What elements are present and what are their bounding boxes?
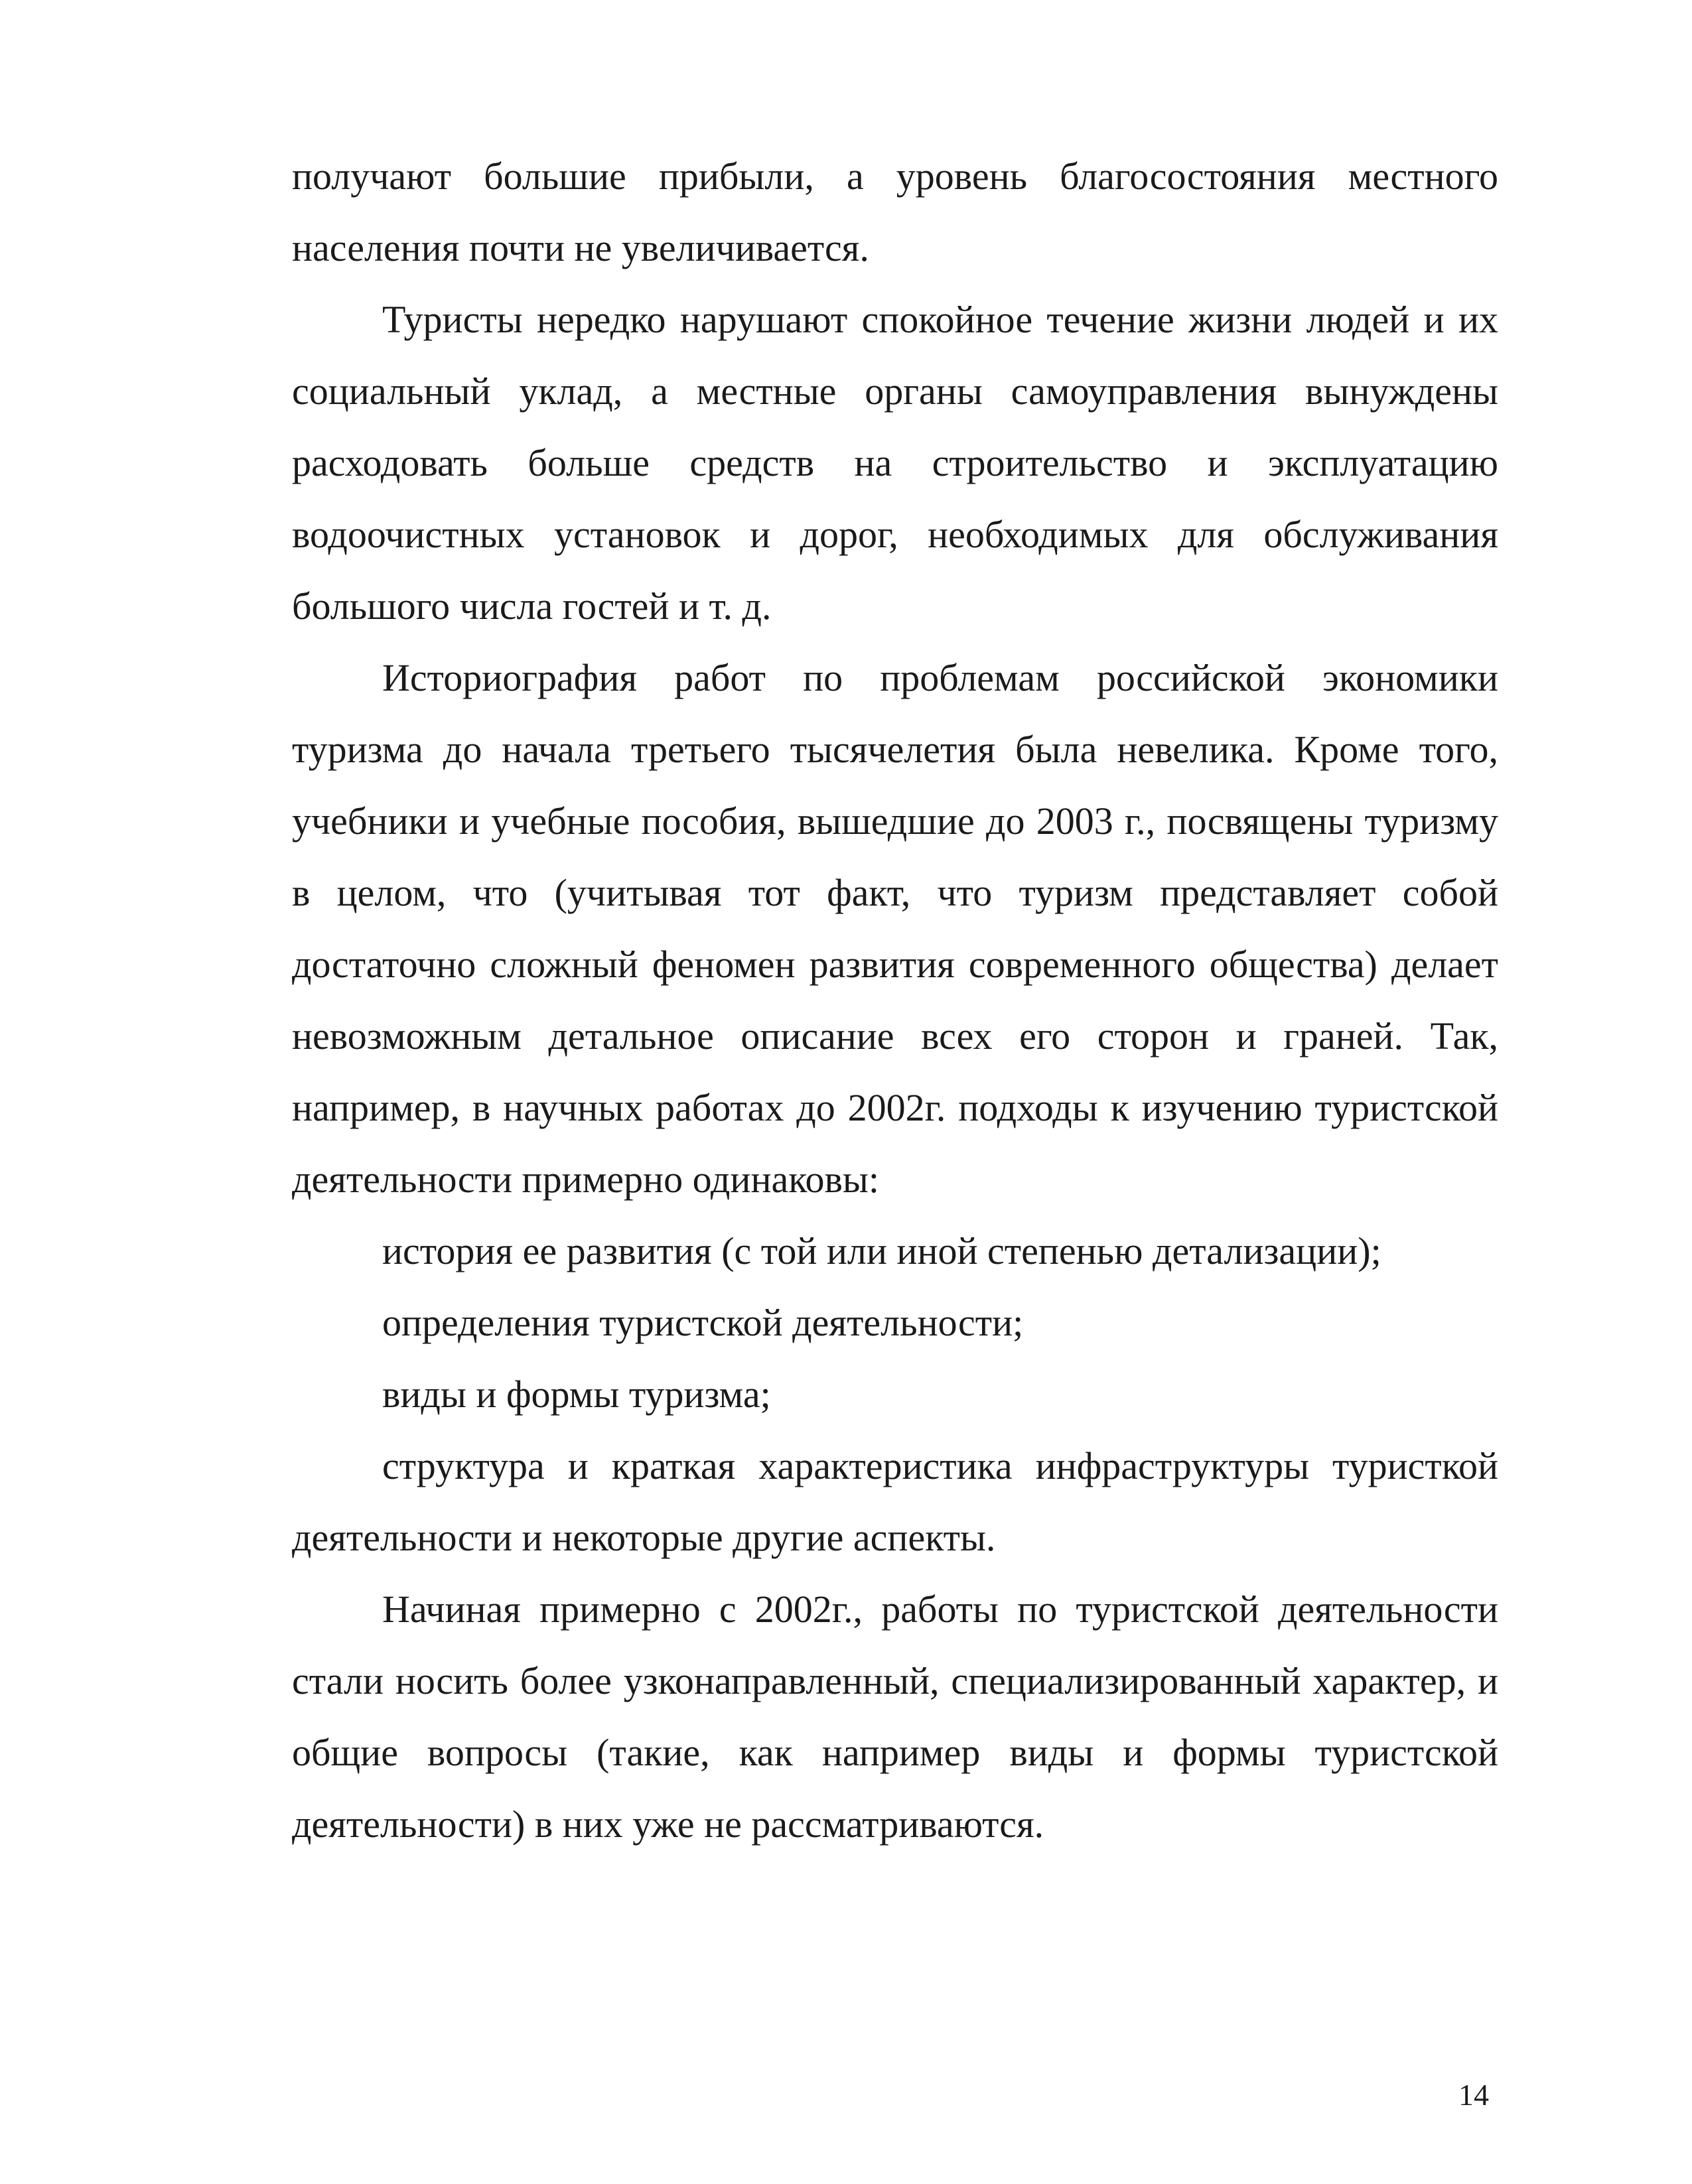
paragraph-1: получают большие прибыли, а уровень благосостояния местного населения почти не увеличивается.: [292, 155, 1498, 269]
paragraph-2: Туристы нередко нарушают спокойное течение жизни людей и их социальный уклад, а местные органы самоуправления вынуждены расходовать больше средств на строительство и эксплуатацию водоочистных установок и дорог, необходимых для обслуживания большого числа гостей и т. д.: [292, 298, 1498, 628]
list-item-definitions: определения туристской деятельности;: [382, 1301, 1024, 1344]
list-item-types: виды и формы туризма;: [382, 1373, 771, 1416]
list-item-history: история ее развития (с той или иной степенью детализации);: [382, 1229, 1381, 1272]
page-number: 14: [1458, 2078, 1489, 2112]
list-item-structure: структура и краткая характеристика инфраструктуры туристкой деятельности и некоторые другие аспекты.: [292, 1444, 1498, 1559]
paragraph-3: Историография работ по проблемам российской экономики туризма до начала третьего тысячелетия была невелика. Кроме того, учебники и учебные пособия, вышедшие до 2003 г., посвящены туризму в целом, что (учитывая тот факт, что туризм представляет собой достаточно сложный феномен развития современного общества) делает невозможным детальное описание всех его сторон и граней. Так, например, в научных работах до 2002г. подходы к изучению туристской деятельности примерно одинаковы:: [292, 656, 1498, 1201]
closing-paragraph: Начиная примерно с 2002г., работы по туристской деятельности стали носить более узконаправленный, специализированный характер, и общие вопросы (такие, как например виды и формы туристской деятельности) в них уже не рассматриваются.: [292, 1588, 1498, 1846]
document-page: [292, 141, 1498, 1860]
